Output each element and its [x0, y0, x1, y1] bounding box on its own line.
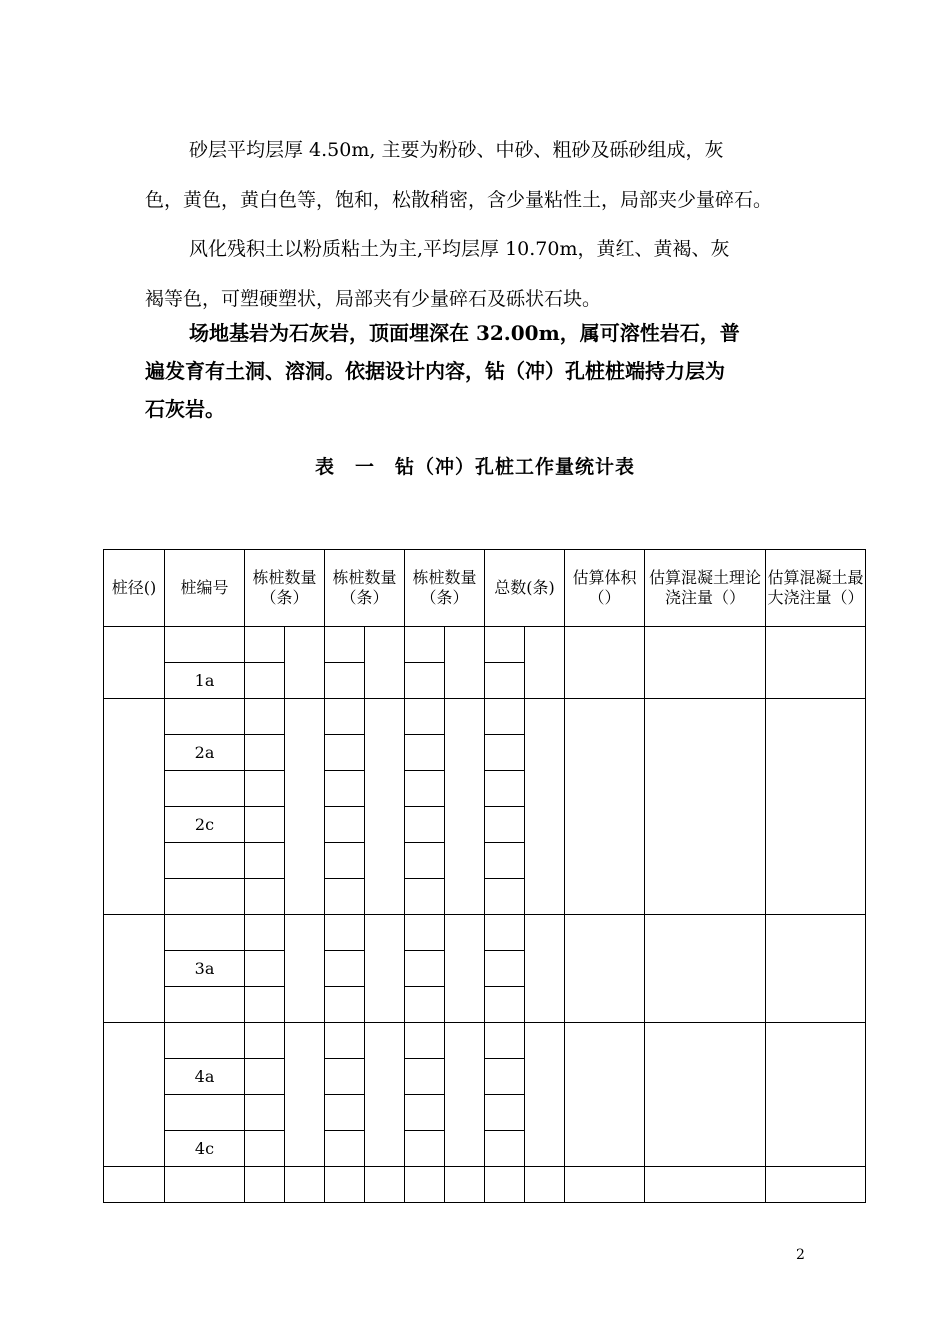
table-cell — [245, 987, 285, 1023]
table-cell — [445, 699, 485, 915]
table-cell — [445, 1167, 485, 1203]
paragraph-1-line-1: 砂层平均层厚 4.50m, 主要为粉砂、中砂、粗砂及砾砂组成，灰 — [189, 139, 724, 161]
table-cell — [485, 843, 525, 879]
table-cell — [104, 1167, 165, 1203]
table-cell — [325, 1023, 365, 1059]
header-count-3: 栋桩数量（条） — [405, 550, 485, 627]
table-cell — [405, 663, 445, 699]
table-cell — [405, 879, 445, 915]
volume-cell — [565, 699, 645, 915]
table-cell — [485, 915, 525, 951]
table-cell — [245, 843, 285, 879]
table-cell — [405, 771, 445, 807]
pile-id-cell — [165, 879, 245, 915]
table-cell — [325, 663, 365, 699]
table-cell — [485, 771, 525, 807]
table-cell — [365, 1167, 405, 1203]
header-count-2: 栋桩数量（条） — [325, 550, 405, 627]
table-cell — [245, 663, 285, 699]
pile-id-cell — [165, 1023, 245, 1059]
volume-cell — [565, 627, 645, 699]
table-cell — [245, 735, 285, 771]
table-cell — [485, 699, 525, 735]
paragraph-3-line-3: 石灰岩。 — [145, 397, 225, 421]
volume-cell — [565, 915, 645, 1023]
table-row — [104, 1023, 866, 1059]
table-cell — [245, 627, 285, 663]
table-cell — [405, 987, 445, 1023]
table-cell — [245, 807, 285, 843]
paragraph-1-line-2: 色，黄色，黄白色等，饱和，松散稍密，含少量粘性土，局部夹少量碎石。 — [145, 189, 773, 211]
header-total: 总数(条) — [485, 550, 565, 627]
table-cell — [405, 915, 445, 951]
table-cell — [645, 1167, 766, 1203]
table-cell — [525, 915, 565, 1023]
max-pour-cell — [766, 627, 866, 699]
max-pour-cell — [766, 699, 866, 915]
theory-pour-cell — [645, 1023, 766, 1167]
table-cell — [405, 807, 445, 843]
table-cell — [325, 879, 365, 915]
pile-id-cell: 2a — [165, 735, 245, 771]
table-cell — [285, 1023, 325, 1167]
volume-cell — [565, 1023, 645, 1167]
table-cell — [365, 627, 405, 699]
header-diameter: 桩径() — [104, 550, 165, 627]
header-volume: 估算体积（） — [565, 550, 645, 627]
table-cell — [405, 699, 445, 735]
table-cell — [485, 663, 525, 699]
table-cell — [445, 627, 485, 699]
table-cell — [285, 699, 325, 915]
table-cell — [525, 699, 565, 915]
pile-id-cell: 4a — [165, 1059, 245, 1095]
table-cell — [485, 1059, 525, 1095]
header-pile-number: 桩编号 — [165, 550, 245, 627]
pile-id-cell: 4c — [165, 1131, 245, 1167]
table-cell — [485, 951, 525, 987]
table-cell — [325, 627, 365, 663]
table-cell — [325, 987, 365, 1023]
header-count-1: 栋桩数量（条） — [245, 550, 325, 627]
page-number: 2 — [796, 1247, 805, 1263]
pile-id-cell — [165, 1095, 245, 1131]
table-cell — [325, 699, 365, 735]
table-cell — [245, 1023, 285, 1059]
paragraph-2-line-2: 褐等色，可塑硬塑状，局部夹有少量碎石及砾状石块。 — [145, 288, 602, 310]
table-cell — [245, 879, 285, 915]
pile-id-cell: 1a — [165, 663, 245, 699]
table-cell — [325, 735, 365, 771]
table-cell — [285, 915, 325, 1023]
theory-pour-cell — [645, 915, 766, 1023]
pile-id-cell — [165, 987, 245, 1023]
table-cell — [285, 1167, 325, 1203]
table-row — [104, 1167, 866, 1203]
table-cell — [405, 627, 445, 663]
max-pour-cell — [766, 1023, 866, 1167]
table-cell — [365, 915, 405, 1023]
theory-pour-cell — [645, 627, 766, 699]
table-cell — [485, 1167, 525, 1203]
table-cell — [485, 879, 525, 915]
table-cell — [405, 843, 445, 879]
table-cell — [405, 1095, 445, 1131]
table-cell — [766, 1167, 866, 1203]
table-cell — [485, 627, 525, 663]
table-row — [104, 699, 866, 735]
table-cell — [445, 1023, 485, 1167]
table-cell — [325, 1131, 365, 1167]
pile-id-cell — [165, 627, 245, 663]
table-cell — [325, 951, 365, 987]
table-cell — [485, 735, 525, 771]
pile-id-cell: 3a — [165, 951, 245, 987]
header-max-pour: 估算混凝土最大浇注量（） — [766, 550, 866, 627]
table-cell — [325, 1167, 365, 1203]
pile-id-cell — [165, 915, 245, 951]
table-cell — [285, 627, 325, 699]
paragraph-3-line-1: 场地基岩为石灰岩，顶面埋深在 32.00m，属可溶性岩石，普 — [189, 321, 740, 345]
paragraph-3-line-2: 遍发育有土洞、溶洞。依据设计内容，钻（冲）孔桩桩端持力层为 — [145, 359, 725, 383]
table-cell — [485, 1023, 525, 1059]
table-cell — [565, 1167, 645, 1203]
pile-id-cell — [165, 843, 245, 879]
table-cell — [325, 807, 365, 843]
diameter-cell — [104, 915, 165, 1023]
table-cell — [245, 915, 285, 951]
theory-pour-cell — [645, 699, 766, 915]
table-cell — [325, 1059, 365, 1095]
table-header-row — [104, 550, 866, 627]
table-cell — [365, 699, 405, 915]
table-cell — [525, 1167, 565, 1203]
diameter-cell — [104, 699, 165, 915]
table-cell — [525, 627, 565, 699]
table-row — [104, 627, 866, 663]
pile-workload-table — [103, 549, 866, 1203]
table-cell — [405, 1059, 445, 1095]
table-cell — [325, 771, 365, 807]
table-row — [104, 915, 866, 951]
table-cell — [405, 1131, 445, 1167]
table-cell — [245, 1131, 285, 1167]
table-cell — [245, 699, 285, 735]
table-cell — [245, 1167, 285, 1203]
table-cell — [485, 987, 525, 1023]
diameter-cell — [104, 627, 165, 699]
table-cell — [485, 807, 525, 843]
table-cell — [405, 1023, 445, 1059]
table-cell — [485, 1131, 525, 1167]
table-caption: 表 一 钻（冲）孔桩工作量统计表 — [314, 456, 635, 478]
header-theory-pour: 估算混凝土理论浇注量（） — [645, 550, 766, 627]
table-cell — [525, 1023, 565, 1167]
table-cell — [405, 735, 445, 771]
table-cell — [325, 843, 365, 879]
table-cell — [365, 1023, 405, 1167]
table-cell — [245, 771, 285, 807]
diameter-cell — [104, 1023, 165, 1167]
pile-id-cell — [165, 771, 245, 807]
table-cell — [405, 1167, 445, 1203]
table-cell — [325, 915, 365, 951]
pile-id-cell: 2c — [165, 807, 245, 843]
table-cell — [245, 1095, 285, 1131]
table-cell — [445, 915, 485, 1023]
table-cell — [245, 1059, 285, 1095]
paragraph-2-line-1: 风化残积土以粉质粘土为主,平均层厚 10.70m，黄红、黄褐、灰 — [189, 238, 730, 260]
table-cell — [325, 1095, 365, 1131]
table-cell — [485, 1095, 525, 1131]
table-cell — [165, 1167, 245, 1203]
table-cell — [405, 951, 445, 987]
pile-id-cell — [165, 699, 245, 735]
table-cell — [245, 951, 285, 987]
max-pour-cell — [766, 915, 866, 1023]
